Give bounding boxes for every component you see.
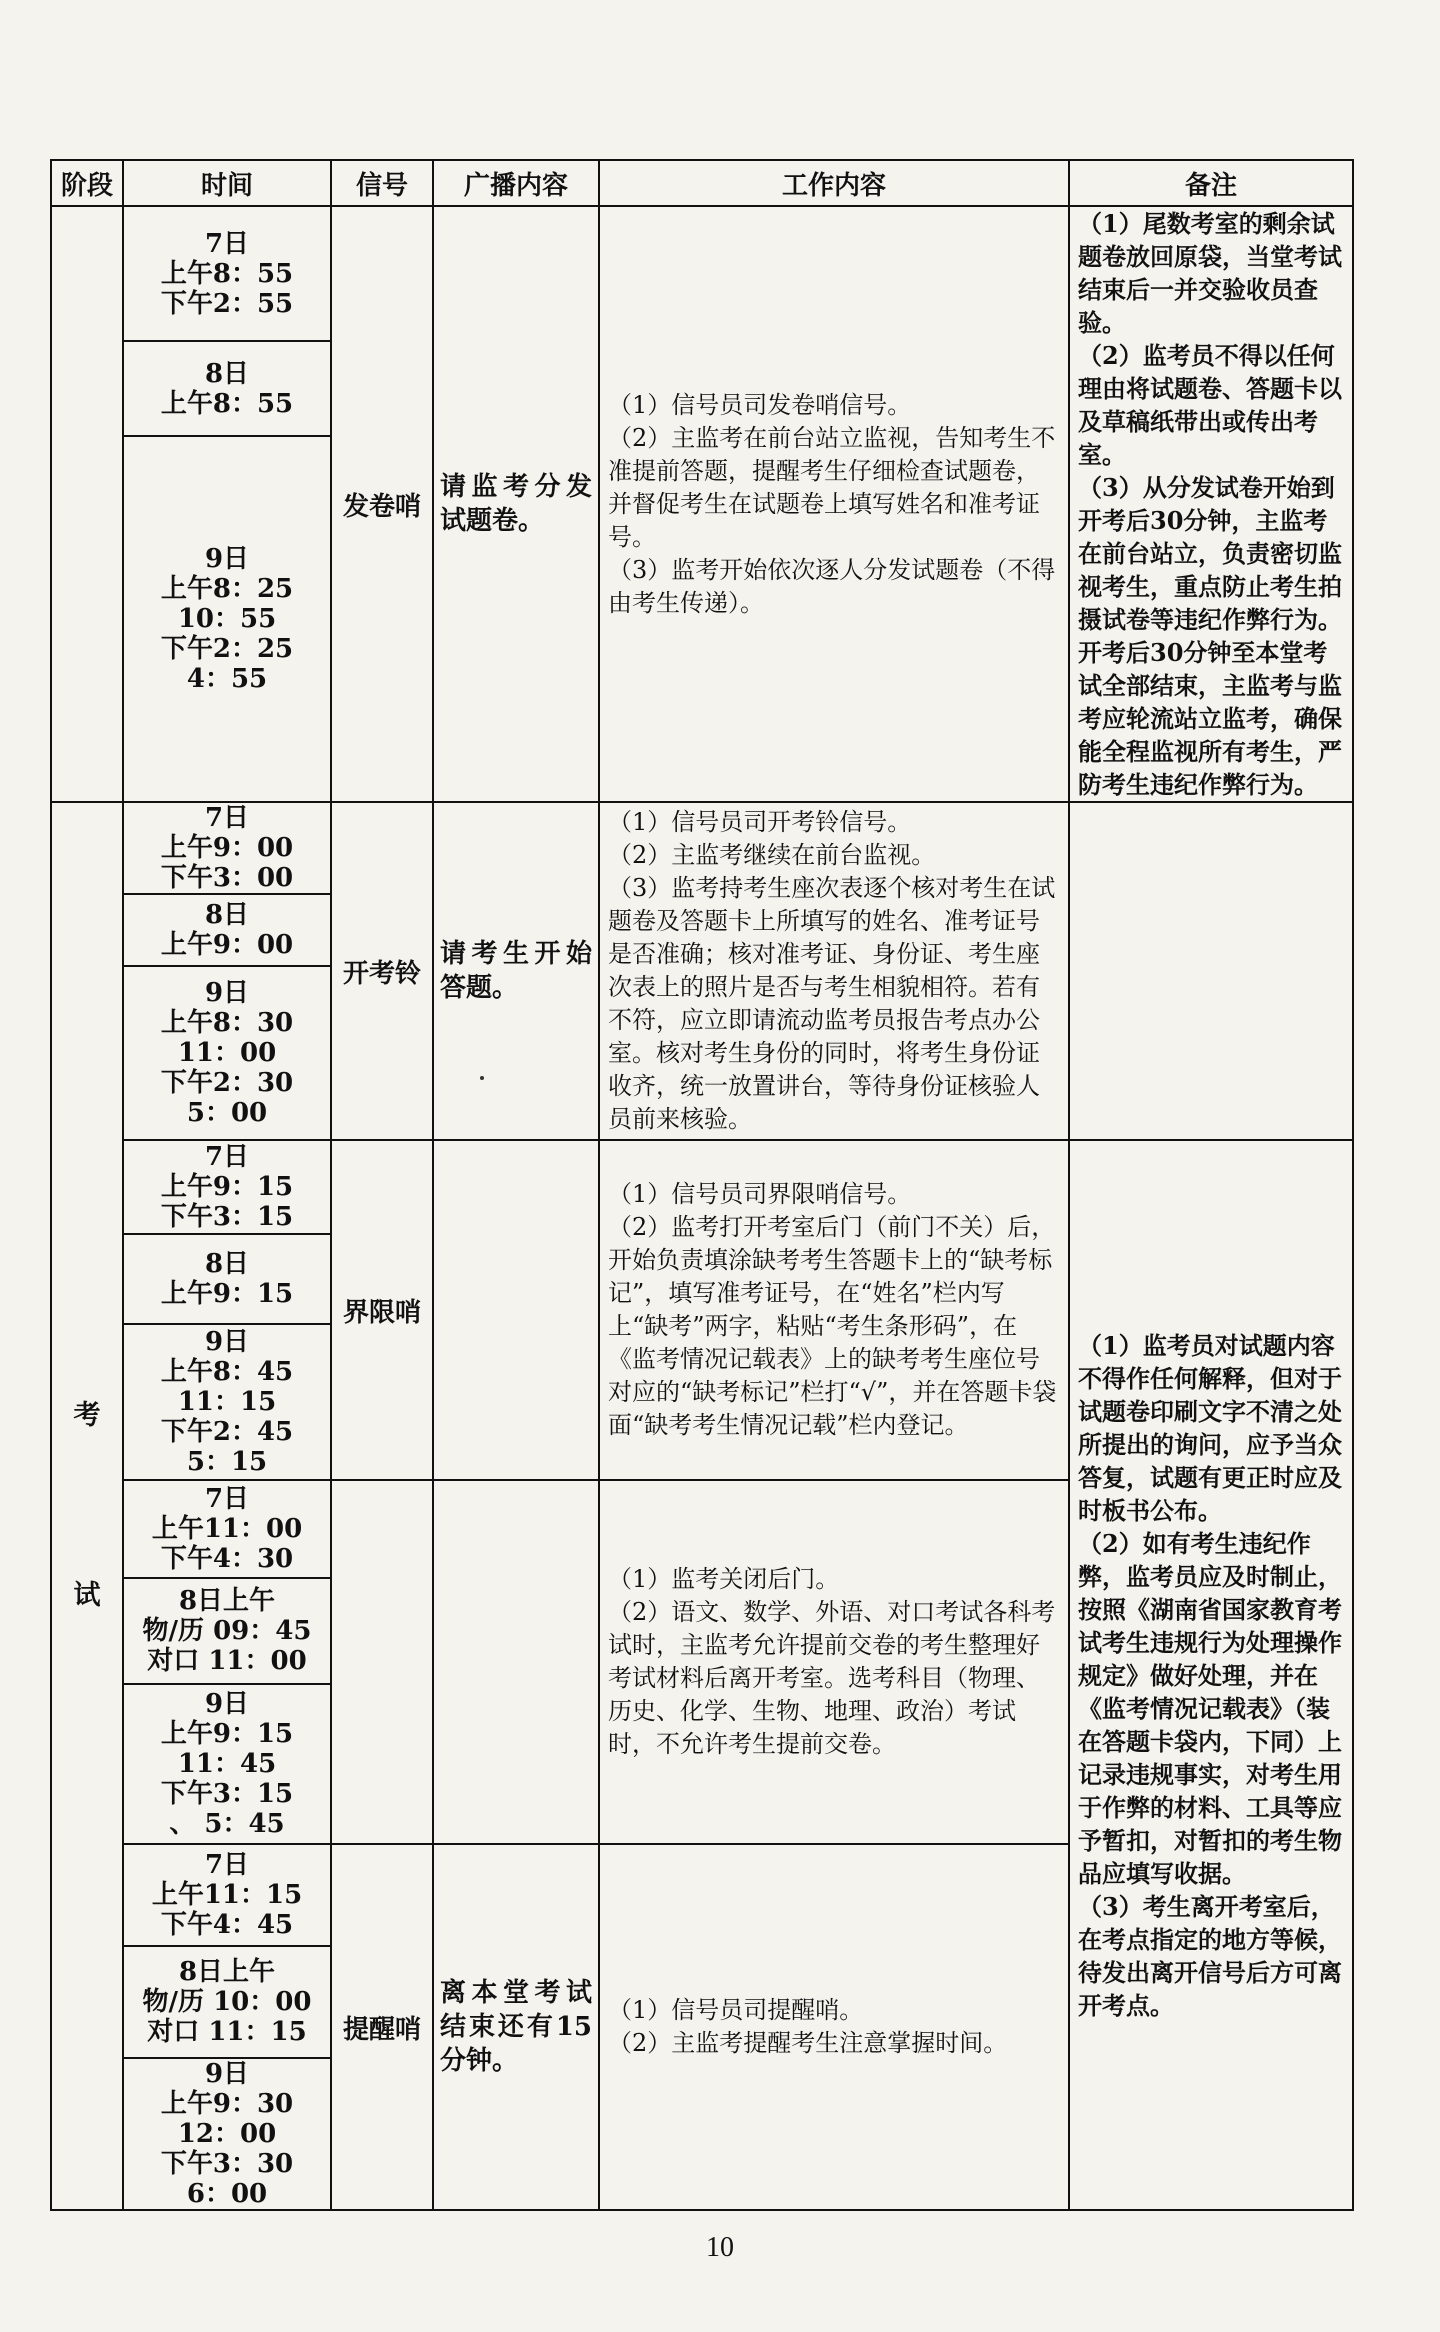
time-cell (123, 436, 331, 802)
stage-cell-exam (51, 802, 123, 2210)
note-cell (1069, 1140, 1353, 2210)
time-line: 上午11：15 (151, 1880, 303, 1910)
time-line: 下午2：45 (160, 1417, 294, 1447)
work-item: （3）监考开始依次逐人分发试题卷（不得由考生传递）。 (608, 555, 1056, 617)
scan-dot (480, 1076, 484, 1080)
time-day: 9日 (204, 978, 250, 1008)
time-line: 上午9：00 (160, 833, 294, 863)
work-item: （1）信号员司发卷哨信号。 (608, 390, 912, 419)
time-line: 11：45 (177, 1749, 277, 1779)
time-day: 7日 (204, 1850, 250, 1880)
time-line: 下午3：00 (160, 863, 294, 893)
time-day: 8日 (204, 358, 250, 389)
time-line: 11：15 (177, 1387, 277, 1417)
note-item: （1）监考员对试题内容不得作任何解释，但对于试题卷印刷文字不清之处所提出的询问，应予当众答复，试题有更正时应及时板书公布。 (1078, 1330, 1342, 1525)
time-cell (123, 802, 331, 894)
time-cell (123, 2058, 331, 2210)
time-day: 7日 (204, 228, 250, 259)
time-line: 上午9：15 (160, 1172, 294, 1202)
work-item: （3）监考持考生座次表逐个核对考生在试题卷及答题卡上所填写的姓名、准考证号是否准确；核对准考证、身份证、考生座次表上的照片是否与考生相貌相符。若有不符，应立即请流动监考员报告考点办公室。核对考生身份的同时，将考生身份证收齐，统一放置讲台，等待身份证核验人员前来核验。 (608, 874, 1056, 1133)
table-row (51, 802, 1353, 894)
time-cell (123, 341, 331, 436)
time-day: 7日 (204, 1142, 250, 1172)
work-item: （1）信号员司界限哨信号。 (608, 1180, 912, 1208)
time-line: 11：00 (177, 1038, 277, 1068)
work-cell (599, 1844, 1069, 2210)
time-line: 、 5：45 (169, 1809, 285, 1839)
table-row (51, 206, 1353, 341)
time-line: 下午3：15 (160, 1202, 294, 1232)
time-line: 上午8：55 (160, 258, 294, 289)
work-item: （1）信号员司提醒哨。 (608, 1996, 864, 2024)
time-line: 上午9：15 (160, 1279, 294, 1309)
note-item: （2）如有考生违纪作弊，监考员应及时制止，按照《湖南省国家教育考试考生违规行为处理操作规定》做好处理，并在《监考情况记载表》（装在答题卡袋内，下同）上记录违规事实，对考生用于作弊的材料、工具等应予暂扣，对暂扣的考生物品应填写收据。 (1078, 1528, 1342, 1888)
note-item: （2）监考员不得以任何理由将试题卷、答题卡以及草稿纸带出或传出考室。 (1078, 341, 1342, 469)
signal-cell-empty (331, 1480, 433, 1844)
time-day: 9日 (204, 544, 250, 575)
time-cell (123, 1324, 331, 1480)
stage-char: 试 (73, 1580, 101, 1611)
work-cell (599, 802, 1069, 1140)
work-cell (599, 1140, 1069, 1480)
signal-cell: 界限哨 (331, 1140, 433, 1480)
work-item: （1）监考关闭后门。 (608, 1565, 840, 1593)
time-line: 上午9：30 (160, 2089, 294, 2119)
time-cell (123, 1578, 331, 1684)
work-item: （2）主监考继续在前台监视。 (608, 841, 936, 869)
time-line: 上午9：00 (160, 930, 294, 960)
time-cell (123, 1684, 331, 1844)
time-line: 上午11：00 (151, 1514, 303, 1544)
header-row (51, 160, 1353, 206)
time-cell (123, 1946, 331, 2058)
stage-cell-empty (51, 206, 123, 802)
schedule-sheet (50, 159, 1352, 2209)
time-line: 下午4：30 (160, 1544, 294, 1574)
time-line: 物/历 09：45 (142, 1616, 312, 1646)
time-day: 9日 (204, 2059, 250, 2089)
note-item: （1）尾数考室的剩余试题卷放回原袋，当堂考试结束后一并交验收员查验。 (1078, 209, 1342, 337)
time-day: 8日 (204, 900, 250, 930)
work-item: （1）信号员司开考铃信号。 (608, 808, 912, 836)
broadcast-cell: 请考生开始答题。 (433, 802, 599, 1140)
time-line: 10：55 (177, 604, 277, 635)
header-note: 备注 (1069, 160, 1353, 206)
time-line: 上午8：55 (160, 388, 294, 419)
signal-cell: 提醒哨 (331, 1844, 433, 2210)
time-line: 下午3：15 (160, 1779, 294, 1809)
work-item: （2）主监考提醒考生注意掌握时间。 (608, 2029, 1008, 2057)
time-line: 对口 11：00 (147, 1646, 307, 1676)
time-line: 下午4：45 (160, 1910, 294, 1940)
broadcast-cell-empty (433, 1140, 599, 1480)
time-cell (123, 206, 331, 341)
broadcast-cell: 请监考分发试题卷。 (433, 206, 599, 802)
time-line: 5：15 (186, 1447, 268, 1477)
time-line: 下午2：25 (160, 634, 294, 665)
work-cell (599, 206, 1069, 802)
time-cell (123, 1234, 331, 1324)
header-broadcast: 广播内容 (433, 160, 599, 206)
time-line: 物/历 10：00 (142, 1987, 312, 2017)
time-cell (123, 966, 331, 1140)
time-line: 12：00 (177, 2119, 277, 2149)
time-day: 7日 (204, 803, 250, 833)
signal-cell: 发卷哨 (331, 206, 433, 802)
time-day: 8日 (204, 1249, 250, 1279)
header-stage: 阶段 (51, 160, 123, 206)
broadcast-cell: 离本堂考试结束还有15分钟。 (433, 1844, 599, 2210)
page-number: 10 (706, 2232, 734, 2263)
work-item: （2）监考打开考室后门（前门不关）后，开始负责填涂缺考考生答题卡上的“缺考标记”，填写准考证号，在“姓名”栏内写上“缺考”两字，粘贴“考生条形码”，在《监考情况记载表》上的缺考考生座位号对应的“缺考标记”栏打“√”，并在答题卡袋面“缺考考生情况记载”栏内登记。 (608, 1213, 1057, 1439)
time-line: 上午8：25 (160, 574, 294, 605)
broadcast-cell-empty (433, 1480, 599, 1844)
exam-schedule-table (50, 159, 1354, 2211)
time-cell (123, 1140, 331, 1234)
time-line: 对口 11：15 (147, 2017, 307, 2047)
time-line: 5：00 (186, 1098, 268, 1128)
stage-char: 考 (73, 1400, 101, 1431)
note-item: （3）从分发试卷开始到开考后30分钟，主监考在前台站立，负责密切监视考生，重点防止考生拍摄试卷等违纪作弊行为。开考后30分钟至本堂考试全部结束，主监考与监考应轮流站立监考，确保能全程监视所有考生，严防考生违纪作弊行为。 (1078, 473, 1342, 799)
header-signal: 信号 (331, 160, 433, 206)
work-item: （2）主监考在前台站立监视，告知考生不准提前答题，提醒考生仔细检查试题卷，并督促考生在试题卷上填写姓名和准考证号。 (608, 423, 1056, 551)
work-item: （2）语文、数学、外语、对口考试各科考试时，主监考允许提前交卷的考生整理好考试材料后离开考室。选考科目（物理、历史、化学、生物、地理、政治）考试时，不允许考生提前交卷。 (608, 1598, 1056, 1758)
note-cell (1069, 206, 1353, 802)
time-day: 8日上午 (178, 1957, 276, 1987)
time-line: 下午2：30 (160, 1068, 294, 1098)
header-time: 时间 (123, 160, 331, 206)
time-cell (123, 1844, 331, 1946)
time-line: 下午3：30 (160, 2149, 294, 2179)
note-cell-empty (1069, 802, 1353, 1140)
time-line: 上午8：45 (160, 1357, 294, 1387)
time-cell (123, 1480, 331, 1578)
time-day: 7日 (204, 1484, 250, 1514)
work-cell (599, 1480, 1069, 1844)
time-line: 上午8：30 (160, 1008, 294, 1038)
time-day: 8日上午 (178, 1586, 276, 1616)
header-work: 工作内容 (599, 160, 1069, 206)
time-line: 下午2：55 (160, 288, 294, 319)
time-day: 9日 (204, 1689, 250, 1719)
note-item: （3）考生离开考室后，在考点指定的地方等候，待发出离开信号后方可离开考点。 (1078, 1891, 1342, 2020)
time-cell (123, 894, 331, 966)
signal-cell: 开考铃 (331, 802, 433, 1140)
time-line: 上午9：15 (160, 1719, 294, 1749)
time-day: 9日 (204, 1327, 250, 1357)
table-row (51, 1140, 1353, 1234)
time-line: 6：00 (186, 2179, 268, 2209)
time-line: 4：55 (186, 664, 268, 695)
